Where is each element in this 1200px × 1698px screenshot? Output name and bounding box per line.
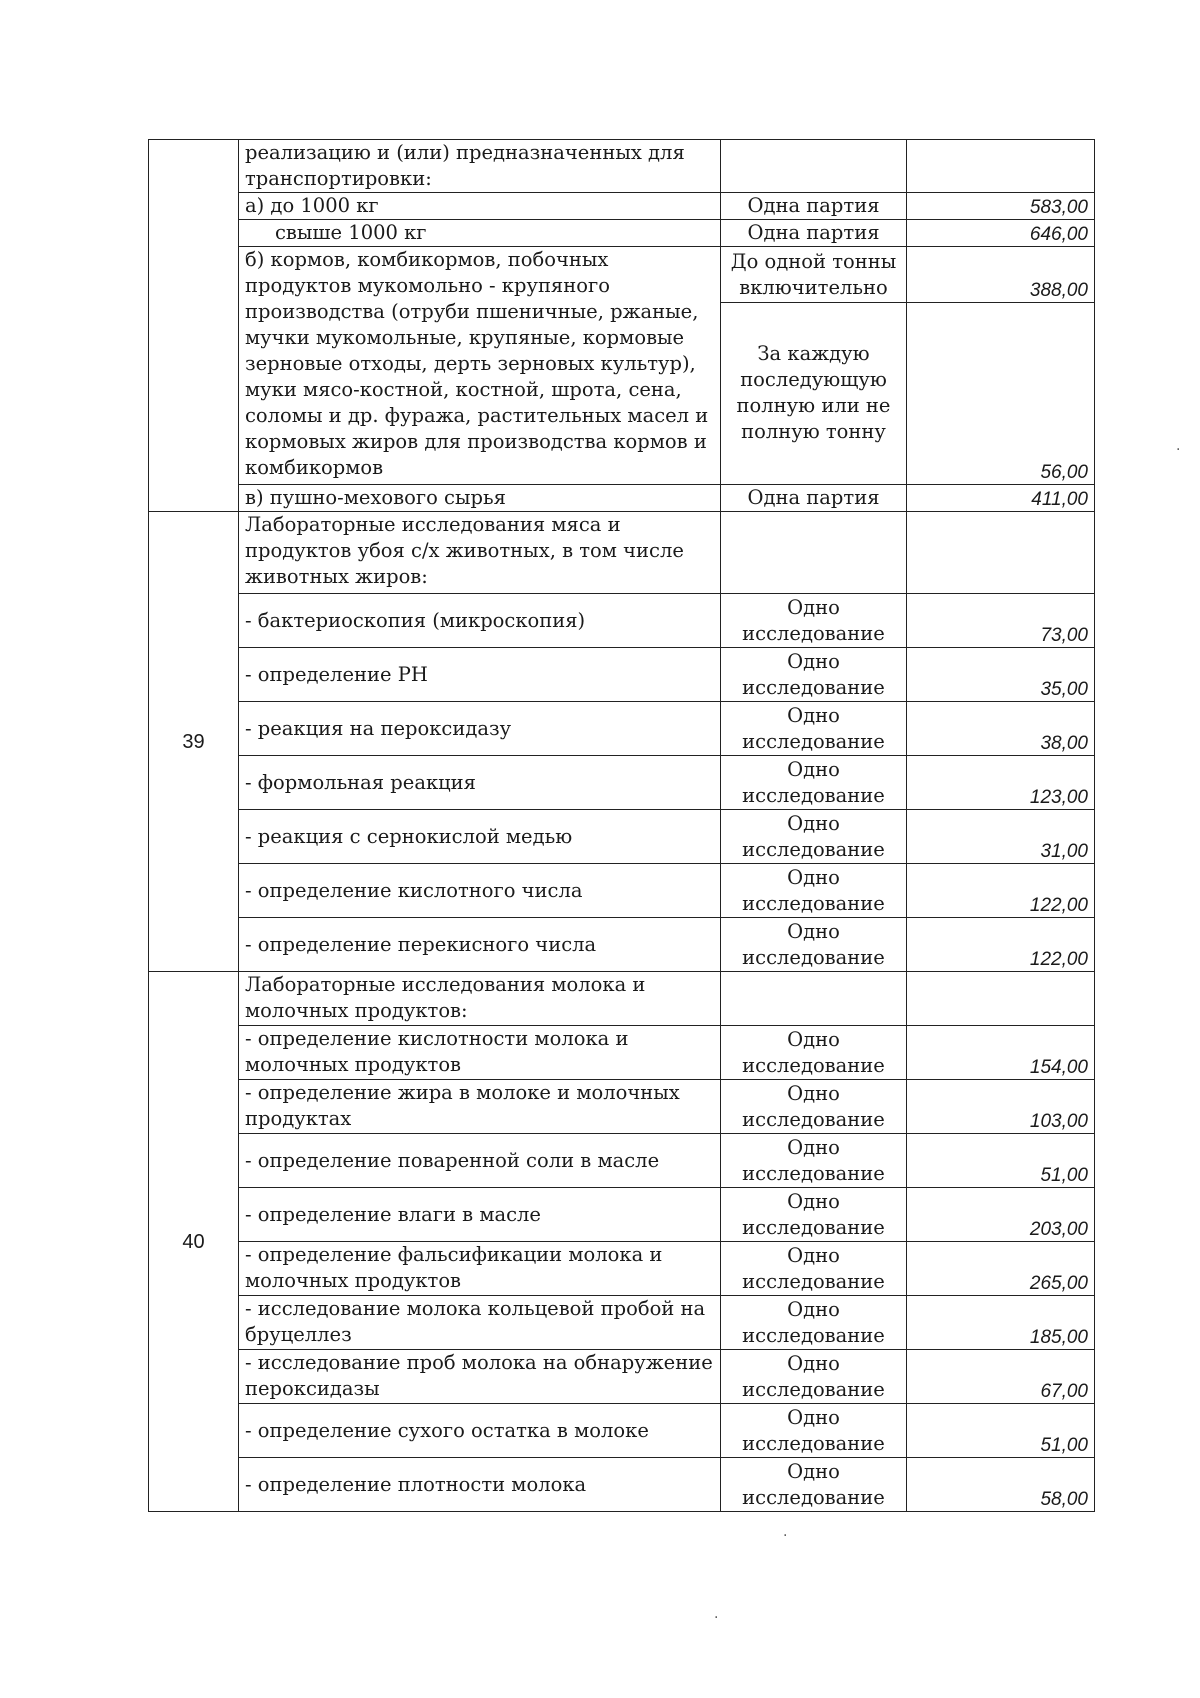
row-price: 67,00 xyxy=(907,1350,1095,1404)
row-unit: Одно исследование xyxy=(721,1134,907,1188)
row-unit: За каждую последующую полную или не полную тонну xyxy=(721,303,907,485)
row-description: в) пушно-мехового сырья xyxy=(239,485,721,512)
row-price: 35,00 xyxy=(907,648,1095,702)
table-row xyxy=(149,193,1095,220)
empty-cell xyxy=(907,512,1095,594)
section-header: Лабораторные исследования мяса и продуктов убоя с/х животных, в том числе животных жиров: xyxy=(239,512,721,594)
table-row xyxy=(149,1080,1095,1134)
row-description: - определение сухого остатка в молоке xyxy=(239,1404,721,1458)
row-price: 122,00 xyxy=(907,918,1095,972)
row-price: 185,00 xyxy=(907,1296,1095,1350)
row-price: 646,00 xyxy=(907,220,1095,247)
row-unit: Одно исследование xyxy=(721,1458,907,1512)
row-price: 31,00 xyxy=(907,810,1095,864)
row-price: 411,00 xyxy=(907,485,1095,512)
row-description: реализацию и (или) предназначенных для транспортировки: xyxy=(239,140,721,193)
table-row xyxy=(149,1458,1095,1512)
table-row xyxy=(149,1134,1095,1188)
row-number-cell xyxy=(149,140,239,512)
empty-cell xyxy=(721,972,907,1026)
row-price: 51,00 xyxy=(907,1134,1095,1188)
table-row xyxy=(149,810,1095,864)
row-price: 56,00 xyxy=(907,303,1095,485)
row-unit: Одно исследование xyxy=(721,1350,907,1404)
row-price: 388,00 xyxy=(907,247,1095,303)
row-unit: Одно исследование xyxy=(721,1242,907,1296)
row-description: б) кормов, комбикормов, побочных продуктов мукомольно - крупяного производства (отруби пшеничные, ржаные, мучки мукомольные, крупяные, кормовые зерновые отходы, дерть зерновых культур), муки мясо-костной, костной, шрота, сена, соломы и др. фуража, растительных масел и кормовых жиров для производства кормов и комбикормов xyxy=(239,247,721,485)
row-description: - определение кислотности молока и молочных продуктов xyxy=(239,1026,721,1080)
empty-cell xyxy=(721,512,907,594)
row-unit: Одно исследование xyxy=(721,810,907,864)
row-price: 103,00 xyxy=(907,1080,1095,1134)
row-description: - определение жира в молоке и молочных продуктах xyxy=(239,1080,721,1134)
scan-speck: · xyxy=(783,1528,788,1544)
row-price: 51,00 xyxy=(907,1404,1095,1458)
price-table xyxy=(148,139,1095,1512)
row-description: - определение фальсификации молока и молочных продуктов xyxy=(239,1242,721,1296)
row-price: 154,00 xyxy=(907,1026,1095,1080)
empty-cell xyxy=(907,972,1095,1026)
section-header-row xyxy=(149,512,1095,594)
row-unit: Одно исследование xyxy=(721,702,907,756)
row-price: 122,00 xyxy=(907,864,1095,918)
row-price: 123,00 xyxy=(907,756,1095,810)
table-row xyxy=(149,756,1095,810)
row-unit: До одной тонны включительно xyxy=(721,247,907,303)
row-unit: Одно исследование xyxy=(721,918,907,972)
row-description: - исследование молока кольцевой пробой на бруцеллез xyxy=(239,1296,721,1350)
table-row xyxy=(149,648,1095,702)
row-unit: Одно исследование xyxy=(721,594,907,648)
scan-speck: · xyxy=(1176,442,1181,458)
row-unit xyxy=(721,140,907,193)
row-description: - реакция с сернокислой медью xyxy=(239,810,721,864)
row-description: а) до 1000 кг xyxy=(239,193,721,220)
row-price: 38,00 xyxy=(907,702,1095,756)
row-unit: Одно исследование xyxy=(721,864,907,918)
scan-speck: · xyxy=(714,1610,719,1626)
row-description: - бактериоскопия (микроскопия) xyxy=(239,594,721,648)
row-unit: Одно исследование xyxy=(721,756,907,810)
table-row xyxy=(149,140,1095,193)
section-number: 39 xyxy=(149,512,239,972)
row-price: 58,00 xyxy=(907,1458,1095,1512)
table-row xyxy=(149,220,1095,247)
row-price xyxy=(907,140,1095,193)
section-header: Лабораторные исследования молока и молочных продуктов: xyxy=(239,972,721,1026)
row-description: - реакция на пероксидазу xyxy=(239,702,721,756)
row-price: 583,00 xyxy=(907,193,1095,220)
row-description: - формольная реакция xyxy=(239,756,721,810)
row-unit: Одна партия xyxy=(721,485,907,512)
table-row xyxy=(149,1026,1095,1080)
table-row xyxy=(149,1350,1095,1404)
row-description: - определение PH xyxy=(239,648,721,702)
row-unit: Одно исследование xyxy=(721,1080,907,1134)
table-row xyxy=(149,1296,1095,1350)
table-row xyxy=(149,1242,1095,1296)
row-description: - исследование проб молока на обнаружение пероксидазы xyxy=(239,1350,721,1404)
table-row xyxy=(149,594,1095,648)
row-description: - определение влаги в масле xyxy=(239,1188,721,1242)
row-unit: Одно исследование xyxy=(721,1296,907,1350)
table-row xyxy=(149,247,1095,303)
row-unit: Одна партия xyxy=(721,220,907,247)
row-description: свыше 1000 кг xyxy=(239,220,721,247)
row-price: 73,00 xyxy=(907,594,1095,648)
row-description: - определение плотности молока xyxy=(239,1458,721,1512)
row-price: 203,00 xyxy=(907,1188,1095,1242)
row-unit: Одна партия xyxy=(721,193,907,220)
row-description: - определение поваренной соли в масле xyxy=(239,1134,721,1188)
row-unit: Одно исследование xyxy=(721,1026,907,1080)
row-description: - определение кислотного числа xyxy=(239,864,721,918)
section-header-row xyxy=(149,972,1095,1026)
row-unit: Одно исследование xyxy=(721,1404,907,1458)
table-row xyxy=(149,1188,1095,1242)
table-row xyxy=(149,485,1095,512)
row-unit: Одно исследование xyxy=(721,1188,907,1242)
row-price: 265,00 xyxy=(907,1242,1095,1296)
table-row xyxy=(149,918,1095,972)
table-row xyxy=(149,702,1095,756)
table-row xyxy=(149,1404,1095,1458)
table-row xyxy=(149,864,1095,918)
row-description: - определение перекисного числа xyxy=(239,918,721,972)
section-number: 40 xyxy=(149,972,239,1512)
row-unit: Одно исследование xyxy=(721,648,907,702)
